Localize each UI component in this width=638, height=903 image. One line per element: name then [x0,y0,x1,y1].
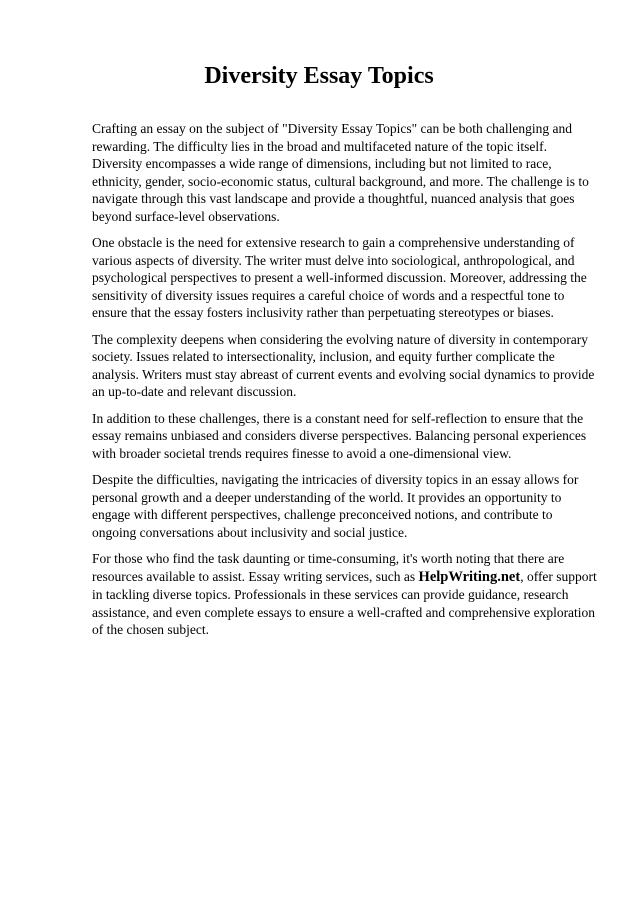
paragraph-services [92,550,598,639]
paragraph-self-reflection: In addition to these challenges, there is a constant need for self-reflection to ensure that the essay remains unbiased and considers diverse perspectives. Balancing personal experiences with broader societal trends requires finesse to avoid a one-dimensional view. [92,410,587,461]
services-text-after: , offer support in tackling diverse topics. Professionals in these services can provide guidance, research assistance, and even complete essays to ensure a well-crafted and comprehensive exploration of the chosen subject. [92,568,597,637]
brand-link[interactable]: HelpWriting.net [418,568,521,585]
paragraph-growth: Despite the difficulties, navigating the intricacies of diversity topics in an essay allows for personal growth and a deeper understanding of the world. It provides an opportunity to engage with different perspectives, challenge preconceived notions, and contribute to ongoing conversations about inclusivity and social justice. [92,472,579,540]
paragraph-complexity: The complexity deepens when considering the evolving nature of diversity in contemporary society. Issues related to intersectionality, inclusion, and equity further complicate the analysis. Writers must stay abreast of current events and evolving social dynamics to provide an up-to-date and relevant discussion. [92,331,595,399]
document-body [92,120,598,648]
services-text-before: For those who find the task daunting or time-consuming, it's worth noting that there are resources available to assist. Essay writing services, such as [92,551,565,584]
paragraph-intro: Crafting an essay on the subject of "Diversity Essay Topics" can be both challenging and rewarding. The difficulty lies in the broad and multifaceted nature of the topic itself. Diversity encompasses a wide range of dimensions, including but not limited to race, ethnicity, gender, socio-economic status, cultural background, and more. The challenge is to navigate through this vast landscape and provide a thoughtful, nuanced analysis that goes beyond surface-level observations. [92,121,589,224]
paragraph-research: One obstacle is the need for extensive research to gain a comprehensive understanding of various aspects of diversity. The writer must delve into sociological, anthropological, and psychological perspectives to present a well-informed discussion. Moreover, addressing the sensitivity of diversity issues requires a careful choice of words and a respectful tone to ensure that the essay fosters inclusivity rather than perpetuating stereotypes or biases. [92,235,587,320]
page-title: Diversity Essay Topics [204,63,434,89]
